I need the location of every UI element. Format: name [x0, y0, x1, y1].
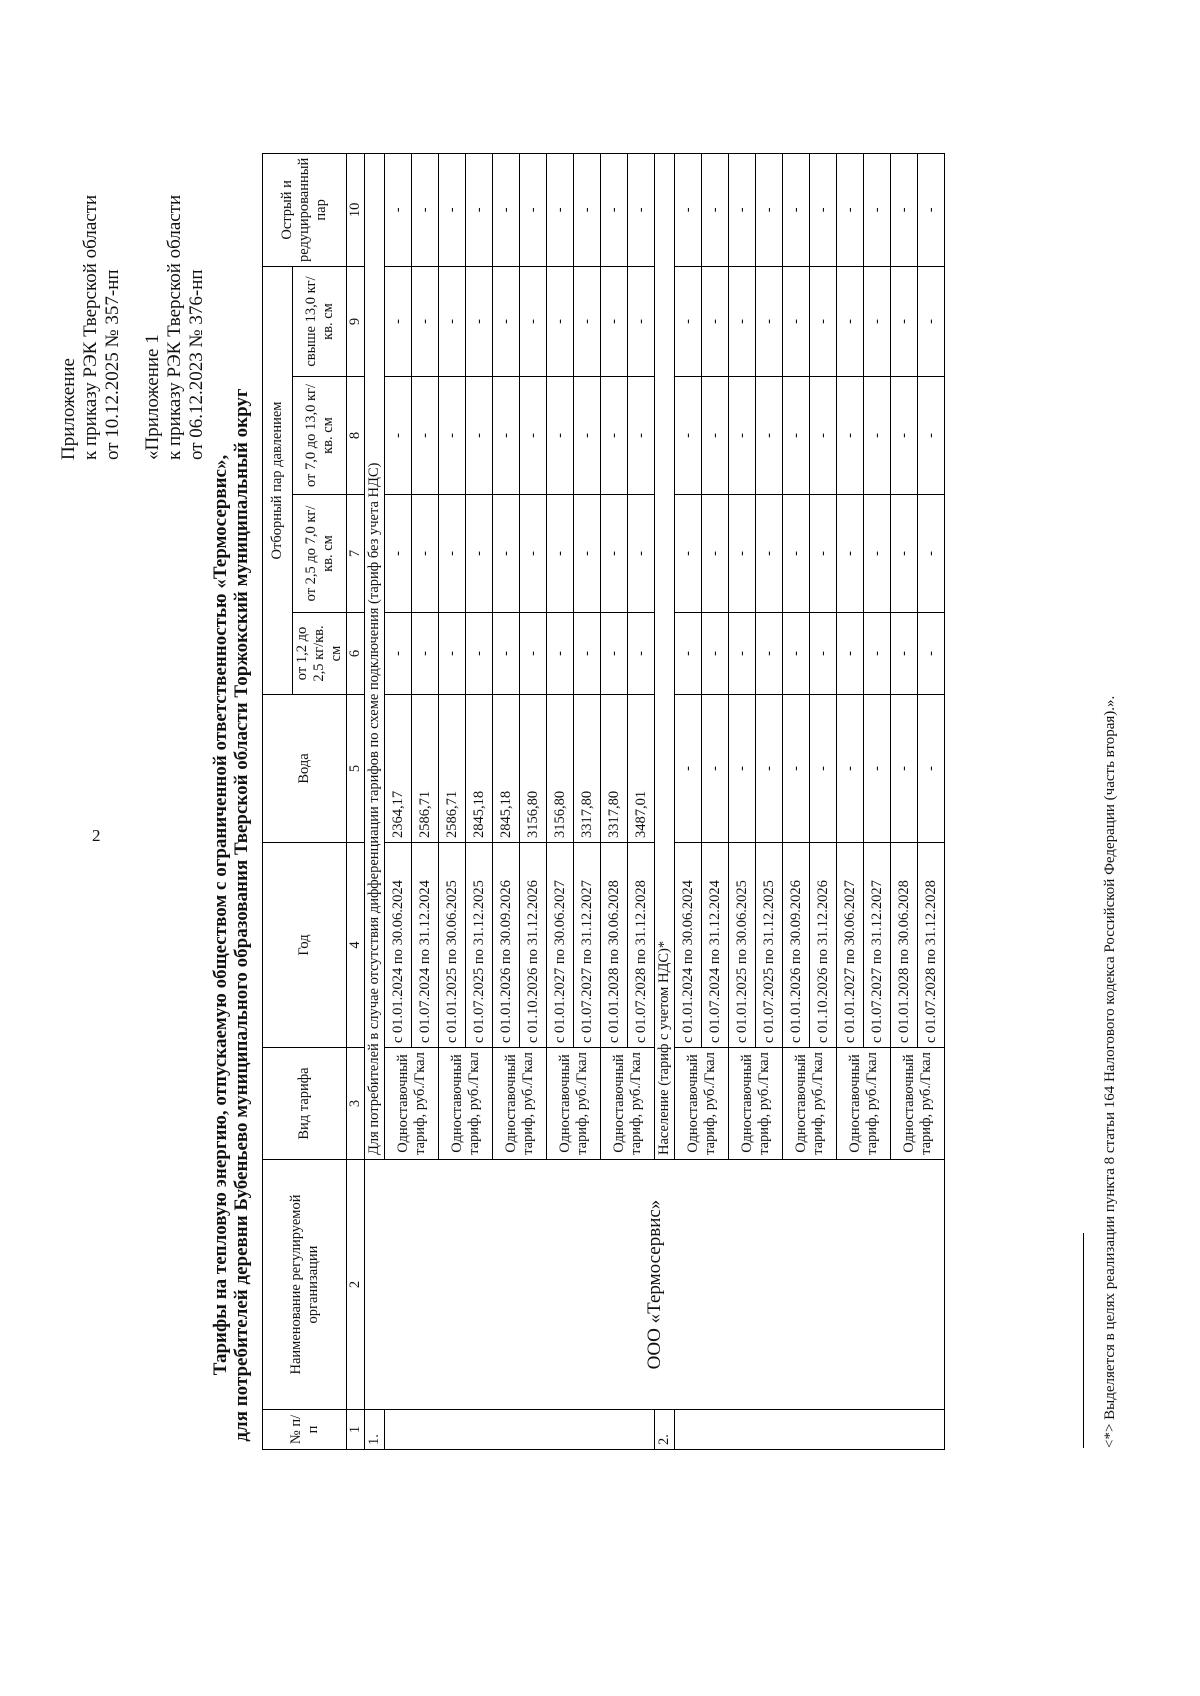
empty-value-cell: -	[864, 495, 891, 613]
empty-value-cell: -	[439, 495, 466, 613]
empty-value-cell: -	[783, 613, 810, 695]
empty-value-cell: -	[837, 495, 864, 613]
section-row	[365, 153, 385, 1449]
empty-value-cell: -	[702, 377, 729, 495]
water-value-cell: 3317,80	[574, 695, 601, 843]
empty-value-cell: -	[520, 267, 547, 377]
empty-value-cell: -	[864, 613, 891, 695]
footnote-rule	[1083, 1233, 1084, 1448]
water-value-cell: -	[675, 695, 702, 843]
empty-value-cell: -	[729, 377, 756, 495]
empty-value-cell: -	[675, 613, 702, 695]
empty-value-cell: -	[783, 267, 810, 377]
period-cell: с 01.01.2025 по 30.06.2025	[439, 843, 466, 1048]
empty-value-cell: -	[891, 613, 918, 695]
empty-value-cell: -	[628, 153, 655, 266]
empty-value-cell: -	[729, 495, 756, 613]
col-number: 6	[347, 613, 365, 695]
empty-value-cell: -	[574, 613, 601, 695]
tariff-type-cell: Одноставочный тариф, руб./Гкал	[547, 1048, 601, 1160]
empty-value-cell: -	[466, 267, 493, 377]
appendix-line: «Приложение 1	[142, 334, 163, 460]
empty-value-cell: -	[891, 267, 918, 377]
page-number: 2	[92, 826, 101, 845]
column-numbers-row	[347, 153, 365, 1449]
empty-value-cell: -	[466, 153, 493, 266]
water-value-cell: -	[918, 695, 945, 843]
empty-value-cell: -	[547, 495, 574, 613]
appendix-line: от 10.12.2025 № 357-нп	[102, 269, 123, 460]
water-value-cell: 2586,71	[412, 695, 439, 843]
empty-value-cell: -	[756, 377, 783, 495]
empty-value-cell: -	[756, 495, 783, 613]
document-title	[210, 150, 252, 1680]
empty-value-cell: -	[574, 377, 601, 495]
empty-value-cell: -	[520, 153, 547, 266]
water-value-cell: 3156,80	[520, 695, 547, 843]
empty-value-cell: -	[439, 153, 466, 266]
empty-value-cell: -	[918, 153, 945, 266]
appendix-line: от 06.12.2023 № 376-нп	[186, 269, 207, 460]
header-steam-group: Отборный пар давлением	[263, 267, 293, 695]
water-value-cell: 2364,17	[385, 695, 412, 843]
water-value-cell: 2845,18	[493, 695, 520, 843]
period-cell: с 01.01.2025 по 30.06.2025	[729, 843, 756, 1048]
empty-value-cell: -	[574, 495, 601, 613]
header-num: № п/п	[263, 1410, 347, 1450]
empty-value-cell: -	[466, 613, 493, 695]
tariff-type-cell: Одноставочный тариф, руб./Гкал	[783, 1048, 837, 1160]
empty-value-cell: -	[385, 495, 412, 613]
empty-value-cell: -	[810, 613, 837, 695]
empty-value-cell: -	[702, 153, 729, 266]
empty-value-cell: -	[385, 377, 412, 495]
water-value-cell: -	[810, 695, 837, 843]
section-number: 1.	[365, 1410, 385, 1450]
table-body	[365, 153, 945, 1449]
empty-value-cell: -	[837, 153, 864, 266]
empty-value-cell: -	[412, 267, 439, 377]
empty-value-cell: -	[547, 153, 574, 266]
footnote: <*> Выделяется в целях реализации пункта 8 статьи 164 Налогового кодекса Российской Федерации (часть вторая).».	[1102, 695, 1118, 1448]
empty-value-cell: -	[466, 377, 493, 495]
header-p2: от 2,5 до 7,0 кг/кв. см	[293, 495, 347, 613]
water-value-cell: -	[864, 695, 891, 843]
period-cell: с 01.07.2027 по 31.12.2027	[574, 843, 601, 1048]
period-cell: с 01.07.2024 по 31.12.2024	[702, 843, 729, 1048]
empty-value-cell: -	[918, 495, 945, 613]
header-year: Год	[263, 843, 347, 1048]
empty-value-cell: -	[864, 153, 891, 266]
empty-value-cell: -	[412, 495, 439, 613]
empty-value-cell: -	[756, 613, 783, 695]
tariff-type-cell: Одноставочный тариф, руб./Гкал	[601, 1048, 655, 1160]
water-value-cell: 3487,01	[628, 695, 655, 843]
empty-value-cell: -	[702, 267, 729, 377]
empty-value-cell: -	[837, 267, 864, 377]
empty-value-cell: -	[412, 153, 439, 266]
period-cell: с 01.01.2027 по 30.06.2027	[547, 843, 574, 1048]
col-number: 4	[347, 843, 365, 1048]
empty-value-cell: -	[918, 267, 945, 377]
empty-value-cell: -	[520, 613, 547, 695]
water-value-cell: -	[837, 695, 864, 843]
empty-value-cell: -	[493, 613, 520, 695]
col-number: 10	[347, 153, 365, 266]
empty-value-cell: -	[493, 153, 520, 266]
col-number: 5	[347, 695, 365, 843]
empty-value-cell: -	[574, 267, 601, 377]
water-value-cell: -	[756, 695, 783, 843]
empty-value-cell: -	[837, 613, 864, 695]
period-cell: с 01.01.2024 по 30.06.2024	[385, 843, 412, 1048]
title-line-1: Тарифы на тепловую энергию, отпускаемую обществом с ограниченной ответственностью «Термосервис»,	[210, 454, 231, 1376]
empty-value-cell: -	[601, 495, 628, 613]
empty-value-cell: -	[520, 377, 547, 495]
period-cell: с 01.01.2027 по 30.06.2027	[837, 843, 864, 1048]
number-cell-empty	[385, 1410, 655, 1450]
empty-value-cell: -	[729, 613, 756, 695]
empty-value-cell: -	[891, 377, 918, 495]
header-p3: от 7,0 до 13,0 кг/кв. см	[293, 377, 347, 495]
water-value-cell: -	[783, 695, 810, 843]
empty-value-cell: -	[675, 153, 702, 266]
empty-value-cell: -	[837, 377, 864, 495]
water-value-cell: 3317,80	[601, 695, 628, 843]
col-number: 8	[347, 377, 365, 495]
empty-value-cell: -	[810, 153, 837, 266]
col-number: 9	[347, 267, 365, 377]
section-number: 2.	[655, 1410, 675, 1450]
tariff-type-cell: Одноставочный тариф, руб./Гкал	[493, 1048, 547, 1160]
empty-value-cell: -	[601, 377, 628, 495]
empty-value-cell: -	[756, 267, 783, 377]
appendix-line: к приказу РЭК Тверской области	[80, 194, 101, 460]
empty-value-cell: -	[628, 267, 655, 377]
empty-value-cell: -	[574, 153, 601, 266]
tariff-type-cell: Одноставочный тариф, руб./Гкал	[837, 1048, 891, 1160]
period-cell: с 01.07.2025 по 31.12.2025	[756, 843, 783, 1048]
header-water: Вода	[263, 695, 347, 843]
empty-value-cell: -	[439, 267, 466, 377]
empty-value-cell: -	[891, 153, 918, 266]
period-cell: с 01.01.2028 по 30.06.2028	[891, 843, 918, 1048]
period-cell: с 01.07.2024 по 31.12.2024	[412, 843, 439, 1048]
water-value-cell: 2845,18	[466, 695, 493, 843]
empty-value-cell: -	[729, 267, 756, 377]
empty-value-cell: -	[628, 495, 655, 613]
period-cell: с 01.07.2028 по 31.12.2028	[628, 843, 655, 1048]
section-label: Население (тариф с учетом НДС)*	[655, 153, 675, 1159]
empty-value-cell: -	[601, 613, 628, 695]
title-line-2: для потребителей деревни Бубеньево муниципального образования Тверской области Торжокский муниципальный округ	[231, 388, 252, 1442]
period-cell: с 01.01.2024 по 30.06.2024	[675, 843, 702, 1048]
period-cell: с 01.07.2027 по 31.12.2027	[864, 843, 891, 1048]
period-cell: с 01.07.2028 по 31.12.2028	[918, 843, 945, 1048]
empty-value-cell: -	[918, 613, 945, 695]
empty-value-cell: -	[628, 613, 655, 695]
empty-value-cell: -	[810, 495, 837, 613]
empty-value-cell: -	[864, 267, 891, 377]
empty-value-cell: -	[756, 153, 783, 266]
empty-value-cell: -	[520, 495, 547, 613]
header-p4: свыше 13,0 кг/кв. см	[293, 267, 347, 377]
water-value-cell: -	[729, 695, 756, 843]
empty-value-cell: -	[628, 377, 655, 495]
empty-value-cell: -	[810, 377, 837, 495]
tariff-type-cell: Одноставочный тариф, руб./Гкал	[891, 1048, 945, 1160]
tariff-table	[262, 153, 945, 1450]
appendix-block	[58, 195, 208, 460]
empty-value-cell: -	[675, 267, 702, 377]
tariff-type-cell: Одноставочный тариф, руб./Гкал	[385, 1048, 439, 1160]
empty-value-cell: -	[493, 267, 520, 377]
rotated-page	[30, 120, 1170, 1680]
col-number: 3	[347, 1048, 365, 1160]
empty-value-cell: -	[385, 153, 412, 266]
empty-value-cell: -	[439, 377, 466, 495]
water-value-cell: -	[702, 695, 729, 843]
empty-value-cell: -	[702, 613, 729, 695]
empty-value-cell: -	[412, 613, 439, 695]
appendix-line: Приложение	[58, 358, 79, 460]
number-cell-empty	[675, 1410, 945, 1450]
period-cell: с 01.10.2026 по 31.12.2026	[520, 843, 547, 1048]
period-cell: с 01.01.2026 по 30.09.2026	[783, 843, 810, 1048]
empty-value-cell: -	[493, 377, 520, 495]
empty-value-cell: -	[412, 377, 439, 495]
period-cell: с 01.10.2026 по 31.12.2026	[810, 843, 837, 1048]
water-value-cell: -	[891, 695, 918, 843]
empty-value-cell: -	[601, 153, 628, 266]
empty-value-cell: -	[729, 153, 756, 266]
empty-value-cell: -	[385, 613, 412, 695]
empty-value-cell: -	[466, 495, 493, 613]
empty-value-cell: -	[547, 613, 574, 695]
water-value-cell: 3156,80	[547, 695, 574, 843]
empty-value-cell: -	[918, 377, 945, 495]
col-number: 2	[347, 1160, 365, 1410]
tariff-type-cell: Одноставочный тариф, руб./Гкал	[439, 1048, 493, 1160]
empty-value-cell: -	[702, 495, 729, 613]
header-p1: от 1,2 до 2,5 кг/кв. см	[293, 613, 347, 695]
empty-value-cell: -	[783, 495, 810, 613]
period-cell: с 01.01.2026 по 30.09.2026	[493, 843, 520, 1048]
header-org: Наименование регулируемой организации	[263, 1160, 347, 1410]
empty-value-cell: -	[675, 377, 702, 495]
header-tariff-type: Вид тарифа	[263, 1048, 347, 1160]
empty-value-cell: -	[675, 495, 702, 613]
period-cell: с 01.07.2025 по 31.12.2025	[466, 843, 493, 1048]
empty-value-cell: -	[439, 613, 466, 695]
empty-value-cell: -	[547, 267, 574, 377]
empty-value-cell: -	[547, 377, 574, 495]
empty-value-cell: -	[864, 377, 891, 495]
empty-value-cell: -	[783, 153, 810, 266]
empty-value-cell: -	[810, 267, 837, 377]
section-label: Для потребителей в случае отсутствия дифференциации тарифов по схеме подключения (тариф без учета НДС)	[365, 153, 385, 1159]
empty-value-cell: -	[493, 495, 520, 613]
tariff-type-cell: Одноставочный тариф, руб./Гкал	[675, 1048, 729, 1160]
appendix-line: к приказу РЭК Тверской области	[164, 194, 185, 460]
tariff-type-cell: Одноставочный тариф, руб./Гкал	[729, 1048, 783, 1160]
col-number: 7	[347, 495, 365, 613]
period-cell: с 01.01.2028 по 30.06.2028	[601, 843, 628, 1048]
empty-value-cell: -	[783, 377, 810, 495]
empty-value-cell: -	[891, 495, 918, 613]
empty-value-cell: -	[385, 267, 412, 377]
water-value-cell: 2586,71	[439, 695, 466, 843]
header-sharp-steam: Острый и редуцированный пар	[263, 153, 347, 266]
col-number: 1	[347, 1410, 365, 1450]
organization-name: ООО «Термосервис»	[365, 1160, 945, 1410]
empty-value-cell: -	[601, 267, 628, 377]
